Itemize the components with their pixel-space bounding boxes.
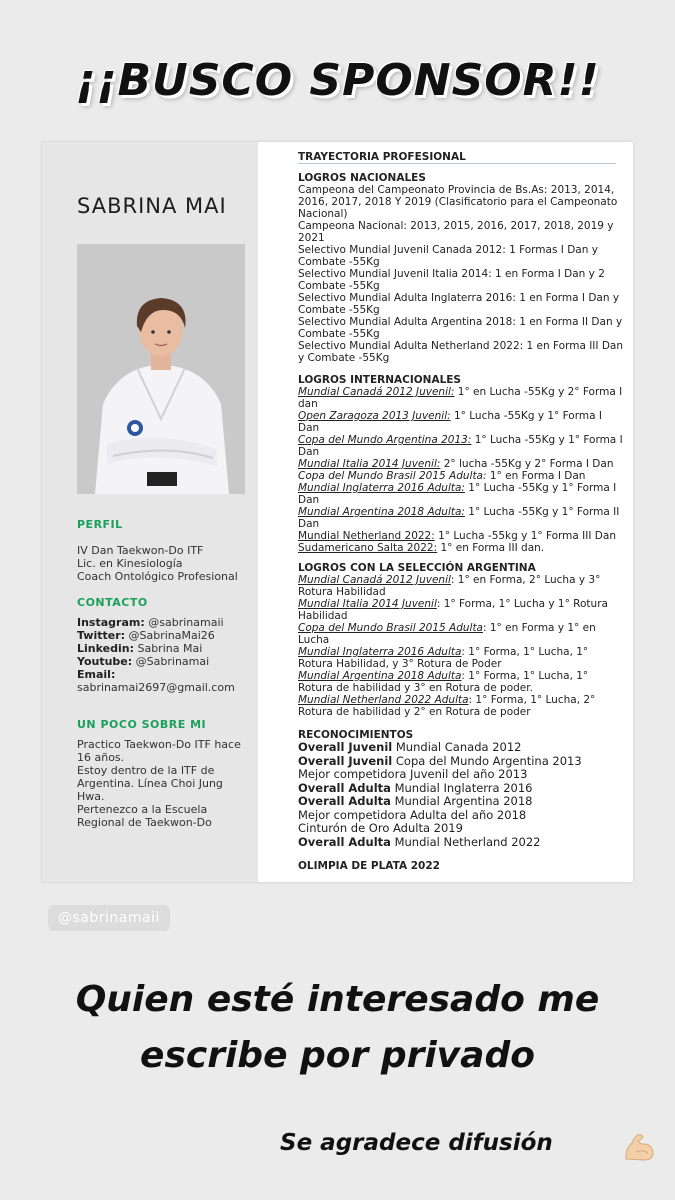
- contact-value: @sabrinamaii: [144, 616, 224, 629]
- event-name: Mundial Canadá 2012 Juvenil: [298, 574, 451, 586]
- contact-label: Youtube:: [77, 655, 133, 668]
- perfil-line: Coach Ontológico Profesional: [77, 570, 238, 583]
- event-name: Open Zaragoza 2013 Juvenil:: [298, 410, 451, 422]
- about-line: Pertenezco a la Escuela: [77, 803, 208, 816]
- seleccion-item: [298, 670, 623, 694]
- internacional-item: [298, 470, 623, 482]
- contact-list: [77, 616, 252, 694]
- contact-label: Email:: [77, 668, 116, 681]
- award-text: Mundial Inglaterra 2016: [390, 780, 533, 795]
- award-text: Cinturón de Oro Adulta 2019: [298, 821, 463, 835]
- perfil-line: Lic. en Kinesiología: [77, 557, 183, 570]
- perfil-line: IV Dan Taekwon-Do ITF: [77, 544, 204, 557]
- internacional-item: [298, 506, 623, 530]
- nacional-item: Campeona del Campeonato Provincia de Bs.As: 2013, 2014, 2016, 2017, 2018 Y 2019 (Clasificatorio para el Campeonato Nacional): [298, 184, 618, 220]
- event-detail: 1° Lucha -55Kg y 1° Forma I Dan: [298, 482, 617, 506]
- event-detail: 1° Lucha -55Kg y 1° Forma I Dan: [298, 410, 602, 434]
- logros-seleccion: [298, 562, 623, 718]
- event-name: Mundial Canadá 2012 Juvenil:: [298, 386, 455, 398]
- award-text: Mundial Netherland 2022: [390, 834, 541, 849]
- about-line: 16 años.: [77, 751, 125, 764]
- internacional-item: [298, 458, 623, 470]
- internacional-item: [298, 542, 623, 554]
- event-detail: 1° en Lucha -55Kg y 2° Forma I dan: [298, 386, 623, 410]
- about-line: Estoy dentro de la ITF de: [77, 764, 215, 777]
- event-detail: 2° lucha -55Kg y 2° Forma I Dan: [440, 458, 614, 470]
- reconocimientos-heading: RECONOCIMIENTOS: [298, 729, 414, 741]
- cta-line: Quien esté interesado me: [75, 979, 600, 1020]
- call-to-action: [0, 972, 675, 1084]
- award-type: Overall Juvenil: [298, 740, 393, 754]
- internacional-item: [298, 410, 623, 434]
- contact-label: Twitter:: [77, 629, 126, 642]
- event-detail: : 1° Forma, 1° Lucha, 1° Rotura de habilidad y 3° en Rotura de poder.: [298, 670, 589, 694]
- internacional-item: [298, 530, 623, 542]
- event-name: Mundial Inglaterra 2016 Adulta: [298, 646, 462, 658]
- contact-youtube: [77, 655, 252, 668]
- award-type: Overall Adulta: [298, 794, 391, 808]
- contact-value: @SabrinaMai26: [125, 629, 215, 642]
- seleccion-item: [298, 598, 623, 622]
- event-detail: 1° Lucha -55kg y 1° Forma III Dan: [434, 530, 616, 542]
- award-type: Overall Adulta: [298, 834, 391, 849]
- contact-twitter: [77, 629, 252, 642]
- person-photo-icon: [77, 244, 245, 494]
- award-text: Mundial Canada 2012: [392, 740, 522, 754]
- award-text: Mejor competidora Adulta del año 2018: [298, 807, 527, 822]
- nacional-item: Selectivo Mundial Adulta Inglaterra 2016: 1 en Forma I Dan y Combate -55Kg: [298, 292, 620, 316]
- about-heading: UN POCO SOBRE MI: [77, 718, 207, 731]
- event-name: Mundial Italia 2014 Juvenil: [298, 598, 437, 610]
- event-name: Mundial Argentina 2018 Adulta:: [298, 506, 465, 518]
- headline: ¡¡BUSCO SPONSOR!!: [75, 55, 600, 106]
- reconocimiento-item: [298, 809, 623, 823]
- contact-label: Linkedin:: [77, 642, 134, 655]
- event-name: Mundial Inglaterra 2016 Adulta:: [298, 482, 465, 494]
- perfil-heading: PERFIL: [77, 518, 123, 531]
- seleccion-item: [298, 574, 623, 598]
- flexed-biceps-icon: [622, 1131, 656, 1163]
- nacionales-heading: LOGROS NACIONALES: [298, 172, 426, 184]
- internacional-item: [298, 482, 623, 506]
- about-line: Hwa.: [77, 790, 105, 803]
- event-detail: : 1° en Forma, 2° Lucha y 3° Rotura Habilidad: [298, 574, 601, 598]
- event-detail: 1° en Forma I Dan: [486, 470, 586, 482]
- event-name: Sudamericano Salta 2022:: [298, 542, 438, 554]
- nacional-item: Selectivo Mundial Juvenil Canada 2012: 1 Formas I Dan y Combate -55Kg: [298, 244, 598, 268]
- perfil-text: [77, 544, 252, 583]
- username-sticker[interactable]: @sabrinamaii: [48, 905, 170, 931]
- resume-main: [298, 142, 628, 882]
- event-detail: 1° Lucha -55Kg y 1° Forma I Dan: [298, 434, 623, 458]
- award-type: Overall Adulta: [298, 780, 391, 795]
- event-name: Mundial Netherland 2022:: [298, 530, 435, 542]
- event-name: Copa del Mundo Brasil 2015 Adulta:: [298, 470, 487, 482]
- nacional-item: Selectivo Mundial Adulta Netherland 2022: 1 en Forma III Dan y Combate -55Kg: [298, 340, 624, 364]
- event-detail: : 1° en Forma y 1° en Lucha: [298, 622, 596, 646]
- reconocimiento-item: [298, 795, 623, 809]
- nacional-item: Campeona Nacional: 2013, 2015, 2016, 2017, 2018, 2019 y 2021: [298, 220, 614, 244]
- event-name: Copa del Mundo Argentina 2013:: [298, 434, 472, 446]
- contact-linkedin: [77, 642, 252, 655]
- award-text: Mundial Argentina 2018: [390, 794, 533, 808]
- trayectoria-heading: TRAYECTORIA PROFESIONAL: [298, 151, 466, 163]
- seleccion-heading: LOGROS CON LA SELECCIÓN ARGENTINA: [298, 562, 536, 574]
- logros-internacionales: [298, 374, 623, 554]
- thanks-text: Se agradece difusión: [280, 1130, 553, 1156]
- nacional-item: Selectivo Mundial Juvenil Italia 2014: 1 en Forma I Dan y 2 Combate -55Kg: [298, 268, 605, 292]
- profile-photo: [77, 244, 245, 494]
- event-name: Mundial Netherland 2022 Adulta: [298, 694, 469, 706]
- reconocimiento-item: [298, 782, 623, 796]
- award-type: Overall Juvenil: [298, 753, 393, 768]
- event-detail: : 1° Forma, 1° Lucha, 2° Rotura de habilidad y 2° en Rotura de poder: [298, 694, 596, 718]
- email-value: sabrinamai2697@gmail.com: [77, 681, 235, 694]
- event-detail: 1° en Forma III dan.: [437, 542, 545, 554]
- nacional-item: Selectivo Mundial Adulta Argentina 2018: 1 en Forma II Dan y Combate -55Kg: [298, 316, 623, 340]
- seleccion-item: [298, 646, 623, 670]
- event-name: Mundial Argentina 2018 Adulta: [298, 670, 462, 682]
- reconocimiento-item: [298, 755, 623, 769]
- reconocimiento-item: [298, 822, 623, 836]
- logros-nacionales: [298, 172, 623, 364]
- contact-value: @Sabrinamai: [132, 655, 210, 668]
- about-line: Practico Taekwon-Do ITF hace: [77, 738, 241, 751]
- award-text: Copa del Mundo Argentina 2013: [392, 753, 582, 768]
- contacto-heading: CONTACTO: [77, 596, 148, 609]
- award-text: Mejor competidora Juvenil del año 2013: [298, 767, 528, 781]
- event-detail: 1° Lucha -55Kg y 1° Forma II Dan: [298, 506, 620, 530]
- about-line: Argentina. Línea Choi Jung: [77, 777, 223, 790]
- seleccion-item: [298, 694, 623, 718]
- internacional-item: [298, 386, 623, 410]
- internacional-item: [298, 434, 623, 458]
- reconocimiento-item: [298, 836, 623, 850]
- about-line: Regional de Taekwon-Do: [77, 816, 212, 829]
- seleccion-item: [298, 622, 623, 646]
- event-detail: : 1° Forma, 1° Lucha y 1° Rotura Habilidad: [298, 598, 608, 622]
- contact-instagram: [77, 616, 252, 629]
- reconocimiento-item: [298, 768, 623, 782]
- about-text: [77, 738, 252, 829]
- resume-sidebar: [42, 142, 258, 882]
- contact-label: Instagram:: [77, 616, 145, 629]
- olimpia-award: OLIMPIA DE PLATA 2022: [298, 860, 440, 872]
- reconocimiento-item: [298, 741, 623, 755]
- event-detail: : 1° Forma, 1° Lucha, 1° Rotura Habilidad, y 3° Rotura de Poder: [298, 646, 589, 670]
- contact-value: Sabrina Mai: [133, 642, 203, 655]
- event-name: Mundial Italia 2014 Juvenil:: [298, 458, 441, 470]
- candidate-name: SABRINA MAI: [77, 194, 227, 218]
- reconocimientos: [298, 729, 623, 849]
- cta-line: escribe por privado: [140, 1035, 535, 1076]
- contact-email: [77, 668, 252, 681]
- section-divider: [298, 163, 616, 164]
- resume-image: [42, 142, 633, 882]
- internacionales-heading: LOGROS INTERNACIONALES: [298, 374, 461, 386]
- event-name: Copa del Mundo Brasil 2015 Adulta: [298, 622, 483, 634]
